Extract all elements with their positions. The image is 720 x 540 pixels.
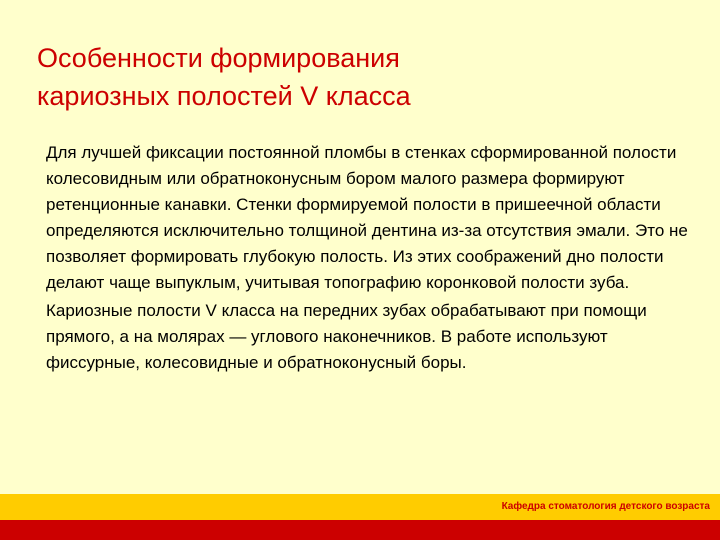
footer-caption: Кафедра стоматология детского возраста	[501, 501, 710, 512]
slide-title	[37, 39, 677, 115]
slide-title-line-2: кариозных полостей V класса	[37, 81, 411, 111]
slide-title-line-1: Особенности формирования	[37, 43, 400, 73]
footer-band-red	[0, 520, 720, 540]
body-paragraph: Кариозные полости V класса на передних зубах обрабатывают при помощи прямого, а на молярах — углового наконечников. В работе используют фиссурные, колесовидные и обратноконусный боры.	[46, 301, 647, 372]
slide-body	[46, 140, 696, 378]
body-paragraph: Для лучшей фиксации постоянной пломбы в стенках сформированной полости колесовидным или обратноконусным бором малого размера формируют ретенционные канавки. Стенки формируемой полости в пришеечной области определяются исключительно толщиной дентина из-за отсутствия эмали. Это не позволяет формировать глубокую полость. Из этих соображений дно полости делают чаще выпуклым, учитывая топографию коронковой полости зуба.	[46, 143, 688, 292]
